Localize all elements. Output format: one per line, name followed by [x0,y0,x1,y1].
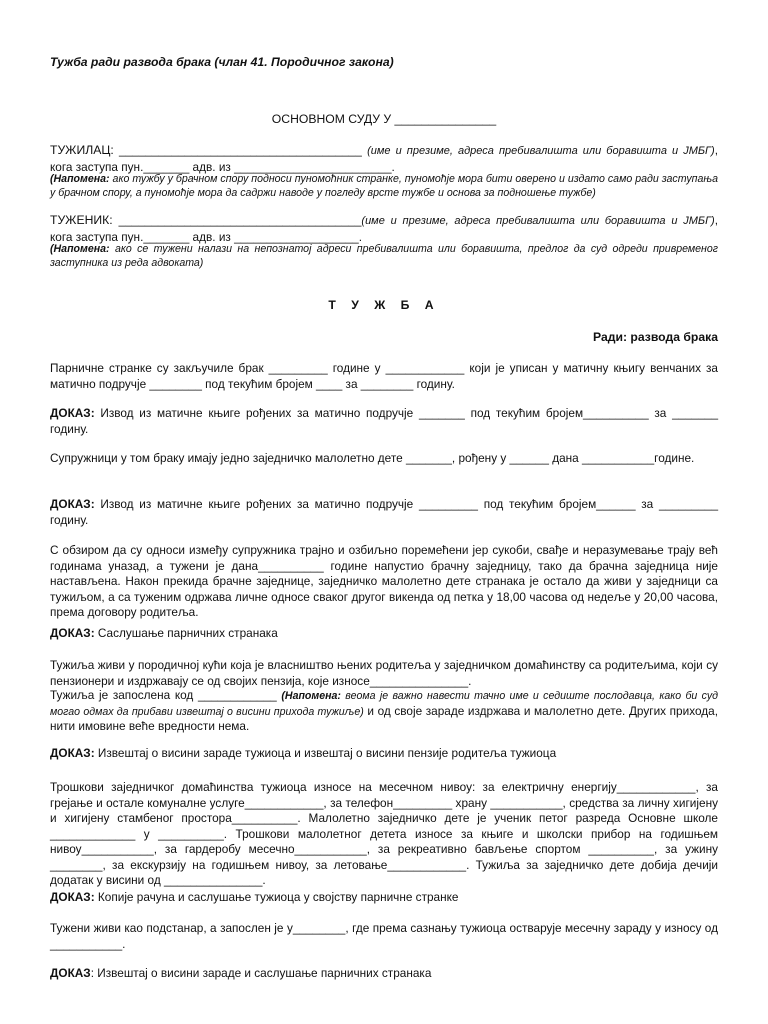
defendant-note-label: (Напомена: [50,243,110,255]
plaintiff-note [50,172,718,200]
evidence-1 [50,406,718,437]
plaintiff-label: ТУЖИЛАЦ: [50,143,114,157]
plaintiff-rest: , кога заступа пун._______ адв. из ________________________. [50,143,718,174]
defendant-note [50,242,718,270]
paragraph-expenses: Трошкови заједничког домаћинства тужиоца износе на месечном нивоу: за електричну енергију____________, за грејање и остале комуналне услуге____________, за телефон_________ храну ___________, средства за личну хигијену и хигијену стамбеног простора__________. Малолетно заједничко дете је ученик петог разреда Основне школе _____________ у __________. Трошкови малолетног детета износе за књиге и школски прибор на годишњем нивоу___________, за гардеробу месечно___________, за рекреативно бављење спортом __________, за ужину ________, за екскурзију на годишњем нивоу, за летовање____________. Тужиља за заједничко дете добија дечији додатак у висини од _______________. [50,780,718,887]
evidence-4 [50,746,718,762]
plaintiff-block [50,143,718,175]
plaintiff-note-text: ако тужбу у брачном спору подноси пуномоћник странке, пуномоћје мора бити оверено и издато само ради заступања у брачном спору, а пуномоћје мора да садржи наводе у погледу врсте тужбе и основа за подношење тужбе) [50,173,718,199]
evidence-3 [50,626,718,642]
evidence-4-label: ДОКАЗ: [50,746,95,760]
evidence-2-text: Извод из матичне књиге рођених за матично подручје _________ под текућим бројем______ за _________ годину. [50,497,718,527]
evidence-5 [50,890,718,906]
employment-note-text: веома је важно навести тачно име и седиште послодавца, како би суд могао одмах да прибави извештај о висини прихода тужиље) [50,690,718,718]
court-line: ОСНОВНОМ СУДУ У _______________ [271,112,497,126]
paragraph-employment [50,688,718,735]
evidence-2-label: ДОКАЗ: [50,497,95,511]
defendant-note-text: ако се тужени налази на непознатој адреси пребивалишта или боравишта, предлог да суд одреди привременог заступника из реда адвоката) [50,243,718,269]
defendant-label: ТУЖЕНИК: [50,213,113,227]
paragraph-defendant-income: Тужени живи као подстанар, а запослен је у________, где према сазнању тужиоца остварује месечну зараду у износу од ___________. [50,921,718,951]
paragraph-relations: С обзиром да су односи између супружника трајно и озбиљно поремећени јер сукоби, свађе и неразумевање трају већ годинама уназад, а тужени је дана__________ године напустио брачну заједницу, тако да брачна заједница није настављена. Након прекида брачне заједнице, заједничко малолетно дете странака је остало да живи у заједници са тужиљом, а са туженим одржава личне односе сваког другог викенда од петка у 18,00 часова од недеље у 20,00 часова, према договору родитеља. [50,543,718,619]
employment-note-label: (Напомена: [281,690,341,702]
document-title: Тужба ради развода брака (члан 41. Породичног закона) [50,55,394,69]
plaintiff-blank: _____________________________________ [119,143,362,157]
defendant-desc: (име и презиме, адреса пребивалишта или боравишта и ЈМБГ) [361,215,715,227]
employment-start: Тужиља је запослена код ____________ [50,688,282,702]
lawsuit-subheading: Ради: развода брака [593,330,718,344]
lawsuit-heading: Т У Ж Б А [328,298,440,312]
plaintiff-desc: (име и презиме, адреса пребивалишта или боравишта и ЈМБГ) [367,145,715,157]
evidence-3-text: Саслушање парничних странака [94,626,278,640]
evidence-5-text: Копије рачуна и саслушање тужиоца у својству парничне странке [94,890,459,904]
defendant-block [50,213,718,245]
paragraph-residence: Тужиља живи у породичној кући која је власништво њених родитеља у заједничком домаћинству са родитељима, који су пензионери и издржавају се од својих пензија, које износе_______________. [50,658,718,688]
evidence-6 [50,966,718,982]
evidence-5-label: ДОКАЗ: [50,890,95,904]
evidence-6-text: : Извештај о висини зараде и саслушање парничних странака [90,966,432,980]
paragraph-child: Супружници у том браку имају једно заједничко малолетно дете _______, рођену у ______ дана ___________године. [50,451,695,465]
evidence-4-text: Извештај о висини зараде тужиоца и извештај о висини пензије родитеља тужиоца [94,746,557,760]
evidence-3-label: ДОКАЗ: [50,626,95,640]
evidence-6-label: ДОКАЗ [50,966,91,980]
defendant-blank: _____________________________________ [118,213,362,227]
evidence-1-label: ДОКАЗ: [50,406,95,420]
paragraph-marriage: Парничне странке су закључиле брак _________ године у ____________ који је уписан у матичну књигу венчаних за матично подручје ________ под текућим бројем ____ за ________ годину. [50,361,718,391]
plaintiff-note-label: (Напомена: [50,173,110,185]
evidence-2 [50,497,718,528]
employment-end: и од своје зараде издржава и малолетно дете. Других прихода, нити имовине веће вредности нема. [50,703,718,733]
defendant-rest: , кога заступа пун._______ адв. из ___________________. [50,213,718,244]
evidence-1-text: Извод из матичне књиге рођених за матично подручје _______ под текућим бројем__________ за _______ годину. [50,406,718,436]
